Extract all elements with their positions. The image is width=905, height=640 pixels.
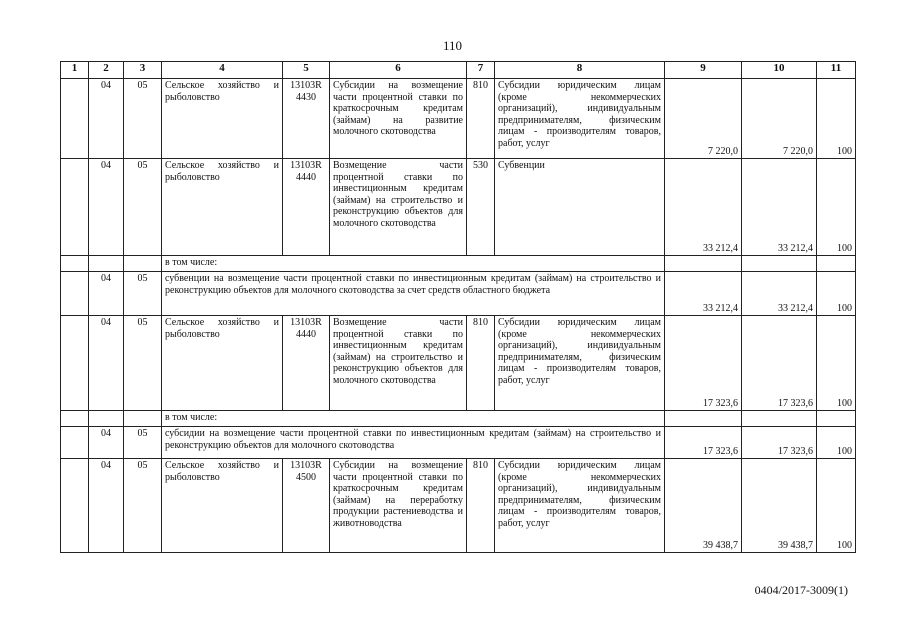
cell-empty <box>742 411 817 427</box>
cell-name: Сельское хозяйство и рыболовство <box>162 159 283 256</box>
cell-percent: 100 <box>817 459 856 553</box>
cell-percent: 100 <box>817 79 856 159</box>
cell-empty <box>61 272 89 316</box>
header-cell: 11 <box>817 62 856 79</box>
cell-target-name: Возмещение части процентной ставки по инвестиционным кредитам (займам) на строительство и реконструкцию объектов для молочного скотоводства <box>330 316 467 411</box>
cell-empty <box>61 459 89 553</box>
cell-target-name: Субсидии на возмещение части процентной ставки по краткосрочным кредитам (займам) на переработку продукции растениеводства и животноводства <box>330 459 467 553</box>
cell-expense-code: 810 <box>467 79 495 159</box>
cell-empty <box>742 256 817 272</box>
cell-amount-actual: 17 323,6 <box>742 316 817 411</box>
cell-including-label: в том числе: <box>162 411 665 427</box>
header-cell: 6 <box>330 62 467 79</box>
table-row <box>61 316 856 411</box>
header-cell: 8 <box>495 62 665 79</box>
header-cell: 4 <box>162 62 283 79</box>
cell-section: 04 <box>89 159 124 256</box>
cell-empty <box>61 159 89 256</box>
cell-expense-code: 810 <box>467 459 495 553</box>
cell-expense-name: Субсидии юридическим лицам (кроме некоммерческих организаций), индивидуальным предпринимателям, физическим лицам - производителям товаров, работ, услуг <box>495 316 665 411</box>
cell-expense-name: Субсидии юридическим лицам (кроме некоммерческих организаций), индивидуальным предпринимателям, физическим лицам - производителям товаров, работ, услуг <box>495 79 665 159</box>
header-row <box>61 62 856 79</box>
cell-empty <box>817 256 856 272</box>
cell-subsection: 05 <box>124 79 162 159</box>
cell-percent: 100 <box>817 272 856 316</box>
cell-section: 04 <box>89 272 124 316</box>
cell-amount-plan: 17 323,6 <box>665 316 742 411</box>
cell-empty <box>817 411 856 427</box>
cell-section: 04 <box>89 459 124 553</box>
header-cell: 10 <box>742 62 817 79</box>
cell-target-name: Возмещение части процентной ставки по инвестиционным кредитам (займам) на строительство и реконструкцию объектов для молочного скотоводства <box>330 159 467 256</box>
cell-including-label: в том числе: <box>162 256 665 272</box>
budget-table <box>60 61 856 553</box>
cell-amount-actual: 7 220,0 <box>742 79 817 159</box>
cell-subsection: 05 <box>124 159 162 256</box>
document-code: 0404/2017-3009(1) <box>754 583 848 597</box>
cell-empty <box>124 411 162 427</box>
cell-amount-actual: 33 212,4 <box>742 159 817 256</box>
cell-empty <box>61 427 89 459</box>
cell-subsection: 05 <box>124 459 162 553</box>
cell-empty <box>124 256 162 272</box>
cell-subsection: 05 <box>124 272 162 316</box>
cell-subsection: 05 <box>124 427 162 459</box>
cell-target-code: 13103R 4440 <box>283 159 330 256</box>
cell-description: субсидии на возмещение части процентной ставки по инвестиционным кредитам (займам) на строительство и реконструкцию объектов для молочного скотоводства <box>162 427 665 459</box>
cell-target-code: 13103R 4440 <box>283 316 330 411</box>
cell-amount-plan: 33 212,4 <box>665 272 742 316</box>
cell-name: Сельское хозяйство и рыболовство <box>162 79 283 159</box>
header-cell: 1 <box>61 62 89 79</box>
header-cell: 7 <box>467 62 495 79</box>
cell-target-code: 13103R 4500 <box>283 459 330 553</box>
cell-empty <box>61 316 89 411</box>
cell-section: 04 <box>89 316 124 411</box>
cell-name: Сельское хозяйство и рыболовство <box>162 316 283 411</box>
cell-amount-actual: 39 438,7 <box>742 459 817 553</box>
cell-amount-actual: 33 212,4 <box>742 272 817 316</box>
cell-subsection: 05 <box>124 316 162 411</box>
cell-section: 04 <box>89 427 124 459</box>
header-cell: 2 <box>89 62 124 79</box>
cell-empty <box>61 256 89 272</box>
cell-amount-plan: 7 220,0 <box>665 79 742 159</box>
cell-name: Сельское хозяйство и рыболовство <box>162 459 283 553</box>
table-row <box>61 411 856 427</box>
cell-empty <box>89 256 124 272</box>
cell-section: 04 <box>89 79 124 159</box>
cell-percent: 100 <box>817 159 856 256</box>
cell-amount-plan: 39 438,7 <box>665 459 742 553</box>
cell-target-name: Субсидии на возмещение части процентной ставки по краткосрочным кредитам (займам) на развитие молочного скотоводства <box>330 79 467 159</box>
cell-description: субвенции на возмещение части процентной ставки по инвестиционным кредитам (займам) на строительство и реконструкцию объектов для молочного скотоводства за счет средств областного бюджета <box>162 272 665 316</box>
cell-percent: 100 <box>817 316 856 411</box>
cell-target-code: 13103R 4430 <box>283 79 330 159</box>
cell-empty <box>61 411 89 427</box>
header-cell: 9 <box>665 62 742 79</box>
table-row <box>61 79 856 159</box>
table-row <box>61 256 856 272</box>
cell-percent: 100 <box>817 427 856 459</box>
header-cell: 5 <box>283 62 330 79</box>
cell-amount-plan: 33 212,4 <box>665 159 742 256</box>
cell-expense-name: Субвенции <box>495 159 665 256</box>
table-row <box>61 272 856 316</box>
table-row <box>61 459 856 553</box>
cell-empty <box>665 411 742 427</box>
cell-expense-code: 530 <box>467 159 495 256</box>
cell-amount-plan: 17 323,6 <box>665 427 742 459</box>
cell-empty <box>665 256 742 272</box>
header-cell: 3 <box>124 62 162 79</box>
page-number: 110 <box>442 38 463 53</box>
cell-expense-name: Субсидии юридическим лицам (кроме некоммерческих организаций), индивидуальным предпринимателям, физическим лицам - производителям товаров, работ, услуг <box>495 459 665 553</box>
table-row <box>61 427 856 459</box>
cell-empty <box>61 79 89 159</box>
cell-empty <box>89 411 124 427</box>
cell-amount-actual: 17 323,6 <box>742 427 817 459</box>
cell-expense-code: 810 <box>467 316 495 411</box>
table-row <box>61 159 856 256</box>
